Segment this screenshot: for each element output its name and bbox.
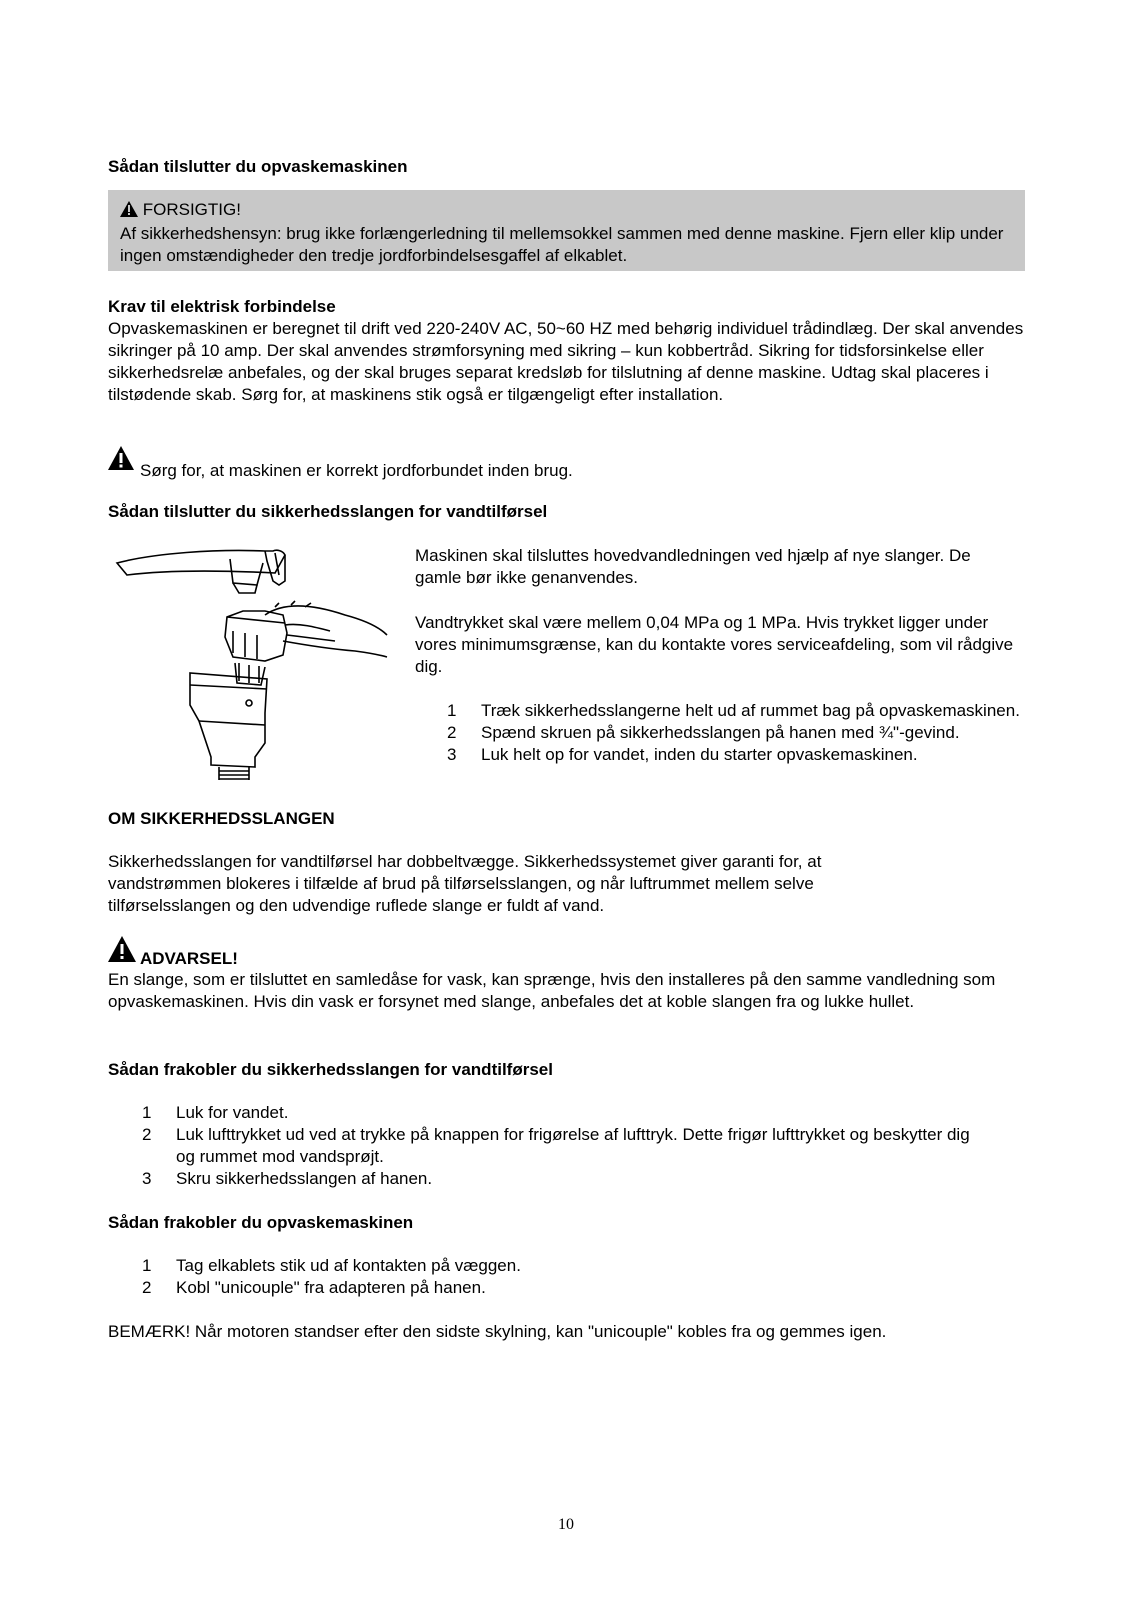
list-item: 1 Luk for vandet. xyxy=(142,1103,289,1122)
hose-paragraph-1: Maskinen skal tilsluttes hovedvandledningen ved hjælp af nye slanger. De gamle bør ikke genanvendes. xyxy=(415,546,971,587)
section-title-connect: Sådan tilslutter du opvaskemaskinen xyxy=(108,157,408,176)
caution-text: Af sikkerhedshensyn: brug ikke forlængerledning til mellemsokkel sammen med denne maskine. Fjern eller klip under ingen omstændigheder den tredje jordforbindelsesgaffel af elkablet. xyxy=(120,224,1004,265)
ground-warning-icon xyxy=(108,446,134,476)
list-item: 3 Skru sikkerhedsslangen af hanen. xyxy=(142,1169,433,1188)
list-item: 1 Træk sikkerhedsslangerne helt ud af rummet bag på opvaskemaskinen. xyxy=(447,701,1020,720)
faucet-hose-illustration xyxy=(115,545,390,786)
hose-paragraph-2: Vandtrykket skal være mellem 0,04 MPa og 1 MPa. Hvis trykket ligger under vores minimumsgrænse, kan du kontakte vores serviceafdeling, som vil rådgive dig. xyxy=(415,613,1014,676)
page-number: 10 xyxy=(558,1516,574,1533)
about-text: Sikkerhedsslangen for vandtilførsel har dobbeltvægge. Sikkerhedssystemet giver garanti for, at vandstrømmen blokeres i tilfælde af brud på tilførselsslangen, og når luftrummet mellem selve tilførselsslangen og den udvendige ruflede slange er fuldt af vand. xyxy=(108,852,822,915)
caution-label: FORSIGTIG! xyxy=(142,200,241,219)
advarsel-warning-icon xyxy=(108,936,136,968)
section-title-about: OM SIKKERHEDSSLANGEN xyxy=(108,809,335,828)
section-title-hose: Sådan tilslutter du sikkerhedsslangen for vandtilførsel xyxy=(108,502,548,521)
list-item: 2 Spænd skruen på sikkerhedsslangen på hanen med ¾"-gevind. xyxy=(447,723,960,742)
warning-text: En slange, som er tilsluttet en samledåse for vask, kan sprænge, hvis den installeres på den samme vandledning som opvaskemaskinen. Hvis din vask er forsynet med slange, anbefales det at koble slangen fra og lukke hullet. xyxy=(108,970,996,1011)
caution-content xyxy=(120,199,1020,267)
list-item: 1 Tag elkablets stik ud af kontakten på væggen. xyxy=(142,1256,521,1275)
section-title-disconnect-machine: Sådan frakobler du opvaskemaskinen xyxy=(108,1213,414,1232)
ground-note: Sørg for, at maskinen er korrekt jordforbundet inden brug. xyxy=(140,461,573,480)
note-text: BEMÆRK! Når motoren standser efter den sidste skylning, kan "unicouple" kobles fra og gemmes igen. xyxy=(108,1322,887,1341)
list-item: 3 Luk helt op for vandet, inden du starter opvaskemaskinen. xyxy=(447,745,918,764)
hose-steps-list xyxy=(447,700,1027,766)
list-item: 2 Luk lufttrykket ud ved at trykke på knappen for frigørelse af lufttryk. Dette frigør lufttrykket og beskytter dig og rummet mod vandsprøjt. xyxy=(142,1125,970,1166)
disconnect-hose-steps-list xyxy=(142,1102,992,1190)
section-title-electrical: Krav til elektrisk forbindelse xyxy=(108,297,336,316)
warning-triangle-icon xyxy=(120,201,138,223)
section-title-disconnect-hose: Sådan frakobler du sikkerhedsslangen for vandtilførsel xyxy=(108,1060,553,1079)
warning-label: ADVARSEL! xyxy=(140,949,238,968)
list-item: 2 Kobl "unicouple" fra adapteren på hanen. xyxy=(142,1278,486,1297)
electrical-text: Opvaskemaskinen er beregnet til drift ved 220-240V AC, 50~60 HZ med behørig individuel trådindlæg. Der skal anvendes sikringer på 10 amp. Der skal anvendes strømforsyning med sikring – kun kobbertråd. Sikring for tidsforsinkelse eller sikkerhedsrelæ anbefales, og der skal bruges separat kredsløb for tilslutning af denne maskine. Udtag skal placeres i tilstødende skab. Sørg for, at maskinens stik også er tilgængeligt efter installation. xyxy=(108,319,1024,404)
disconnect-machine-steps-list xyxy=(142,1255,992,1299)
